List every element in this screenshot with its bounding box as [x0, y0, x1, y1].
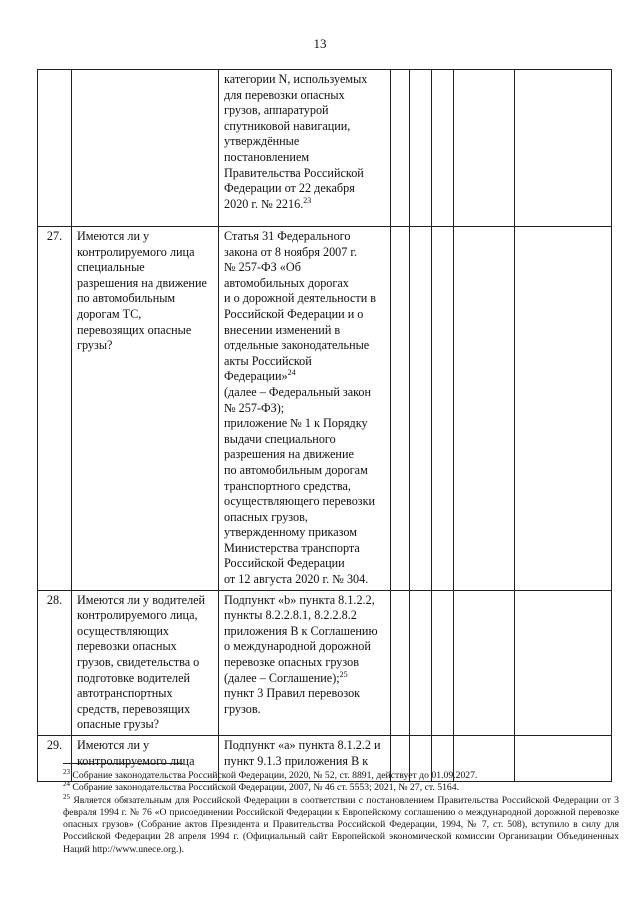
question-line: контролируемого лица	[77, 244, 195, 259]
legal-reference-cell	[219, 227, 391, 591]
reference-line: категории N, используемых	[224, 72, 368, 86]
reference-line: Российской Федерации	[224, 556, 345, 571]
answer-cell	[432, 590, 454, 735]
reference-line: (далее – Федеральный закон	[224, 384, 372, 399]
reference-line: Федерации от 22 декабря	[224, 181, 355, 196]
question-line: Имеются ли у водителей	[77, 592, 206, 607]
answer-cell	[454, 70, 515, 227]
reference-line: пункт 3 Правил перевозок	[224, 686, 361, 701]
reference-line: Министерства транспорта	[224, 540, 360, 555]
reference-line: Подпункт «b» пункта 8.1.2.2,	[224, 592, 375, 607]
reference-line: 2020 г. № 2216.23	[224, 195, 312, 211]
reference-line: от 12 августа 2020 г. № 304.	[224, 572, 369, 587]
footnote-separator	[63, 763, 183, 764]
row-number	[38, 70, 72, 227]
question-line: перевозки опасных	[77, 639, 177, 654]
table-row	[38, 227, 612, 591]
reference-line: грузов, аппаратурой	[224, 103, 329, 118]
reference-line: акты Российской	[224, 353, 312, 368]
reference-line: по автомобильным дорогам	[224, 462, 368, 477]
reference-line: автомобильных дорогах	[224, 275, 349, 290]
footnote-text: Собрание законодательства Российской Федерации, 2007, № 46 ст. 5553; 2021, № 27, ст. 5164.	[70, 782, 460, 794]
footnote	[63, 767, 619, 782]
reference-line: приложения В к Соглашению	[224, 623, 378, 638]
legal-reference-cell	[219, 70, 391, 227]
reference-line: Подпункт «а» пункта 8.1.2.2 и	[224, 738, 381, 752]
reference-line: внесении изменений в	[224, 322, 341, 337]
question-line: грузов, свидетельства о	[77, 655, 200, 670]
footnote-number: 24	[63, 780, 70, 789]
footnote-number: 25	[63, 792, 70, 801]
reference-line: утвержденному приказом	[224, 525, 357, 540]
question-line: Имеются ли у	[77, 229, 150, 243]
reference-line: Федерации»$^{24}$	[224, 368, 296, 384]
answer-cell	[515, 590, 612, 735]
reference-line: отдельные законодательные	[224, 338, 370, 353]
answer-cell	[454, 227, 515, 591]
question-line: грузы?	[77, 338, 113, 353]
footnote-mark: 25	[339, 669, 348, 679]
reference-line: выдачи специального	[224, 431, 336, 446]
reference-line: (далее – Соглашение);$^{25}$	[224, 669, 348, 685]
question-line: контролируемого лица,	[77, 608, 198, 623]
reference-line: № 257-ФЗ «Об	[224, 260, 301, 275]
row-number: 28.	[38, 590, 72, 735]
answer-cell	[391, 590, 410, 735]
legal-reference-cell	[219, 590, 391, 735]
question-line: подготовке водителей	[77, 670, 191, 685]
question-line: перевозящих опасные	[77, 322, 192, 337]
reference-line: транспортного средства,	[224, 478, 351, 493]
reference-line: о международной дорожной	[224, 639, 371, 654]
reference-line: и о дорожной деятельности в	[224, 291, 377, 306]
answer-cell	[410, 590, 432, 735]
question-line: средств, перевозящих	[77, 701, 191, 716]
answer-cell	[515, 70, 612, 227]
footnotes	[63, 767, 619, 856]
question-line: специальные	[77, 260, 145, 275]
reference-line: для перевозки опасных	[224, 87, 345, 102]
footnote	[63, 792, 619, 856]
answer-cell	[410, 70, 432, 227]
reference-line: грузов.	[224, 701, 261, 716]
question-line: осуществляющих	[77, 623, 169, 638]
question-cell	[72, 590, 219, 735]
reference-line: закона от 8 ноября 2007 г.	[224, 244, 358, 259]
reference-line: приложение № 1 к Порядку	[224, 416, 368, 431]
footnote-mark: 24	[287, 368, 296, 378]
question-line: автотранспортных	[77, 686, 173, 701]
reference-line: опасных грузов,	[224, 509, 308, 524]
answer-cell	[391, 227, 410, 591]
footnote-text: Собрание законодательства Российской Федерации, 2020, № 52, ст. 8891, действует до 01.09.2027.	[70, 770, 478, 781]
reference-line: утверждённые	[224, 134, 300, 149]
answer-cell	[515, 227, 612, 591]
footnote-mark: 23	[303, 195, 312, 205]
reference-line: разрешения на движение	[224, 447, 354, 462]
answer-cell	[432, 70, 454, 227]
reference-line: пункт 9.1.3 приложения В к	[224, 753, 369, 768]
question-line: Имеются ли у	[77, 738, 150, 752]
answer-cell	[432, 227, 454, 591]
answer-cell	[391, 70, 410, 227]
reference-line: постановлением	[224, 149, 310, 164]
reference-line: Правительства Российской	[224, 165, 364, 180]
reference-line: Статья 31 Федерального	[224, 229, 351, 243]
reference-line: спутниковой навигации,	[224, 118, 351, 133]
question-cell	[72, 70, 219, 227]
footnote-text: Является обязательным для Российской Федерации в соответствии с постановлением Правительства Российской Федерации от 3 февраля 1994 г. № 76 «О присоединении Российской Федерации к Европейскому соглашению о международной дорожной перевозке опасных грузов» (Собрание актов Президента и Правительства Российской Федерации, 1994, № 7, ст. 508), вступило в силу для Российской Федерации 28 апреля 1994 г. (Официальный сайт Европейской экономической комиссии Организации Объединенных Наций http://www.unece.org.).	[63, 794, 619, 855]
question-line: дорогам ТС,	[77, 306, 142, 321]
question-cell	[72, 227, 219, 591]
question-line: по автомобильным	[77, 291, 176, 306]
checklist-table	[37, 69, 612, 782]
footnote-number: 23	[63, 767, 70, 776]
reference-line: осуществляющего перевозки	[224, 494, 376, 509]
answer-cell	[454, 590, 515, 735]
table-row	[38, 70, 612, 227]
row-number: 29.	[38, 736, 72, 782]
footnote	[63, 782, 619, 794]
reference-line: перевозке опасных грузов	[224, 655, 359, 670]
table-row	[38, 590, 612, 735]
answer-cell	[410, 227, 432, 591]
reference-line: № 257-ФЗ);	[224, 400, 285, 415]
question-line: опасные грузы?	[77, 717, 160, 732]
row-number: 27.	[38, 227, 72, 591]
page-number: 13	[313, 36, 327, 51]
reference-line: Российской Федерации и о	[224, 306, 364, 321]
reference-line: пункты 8.2.2.8.1, 8.2.2.8.2	[224, 608, 357, 623]
question-line: контролируемого лица	[77, 753, 195, 768]
question-line: разрешения на движение	[77, 275, 207, 290]
